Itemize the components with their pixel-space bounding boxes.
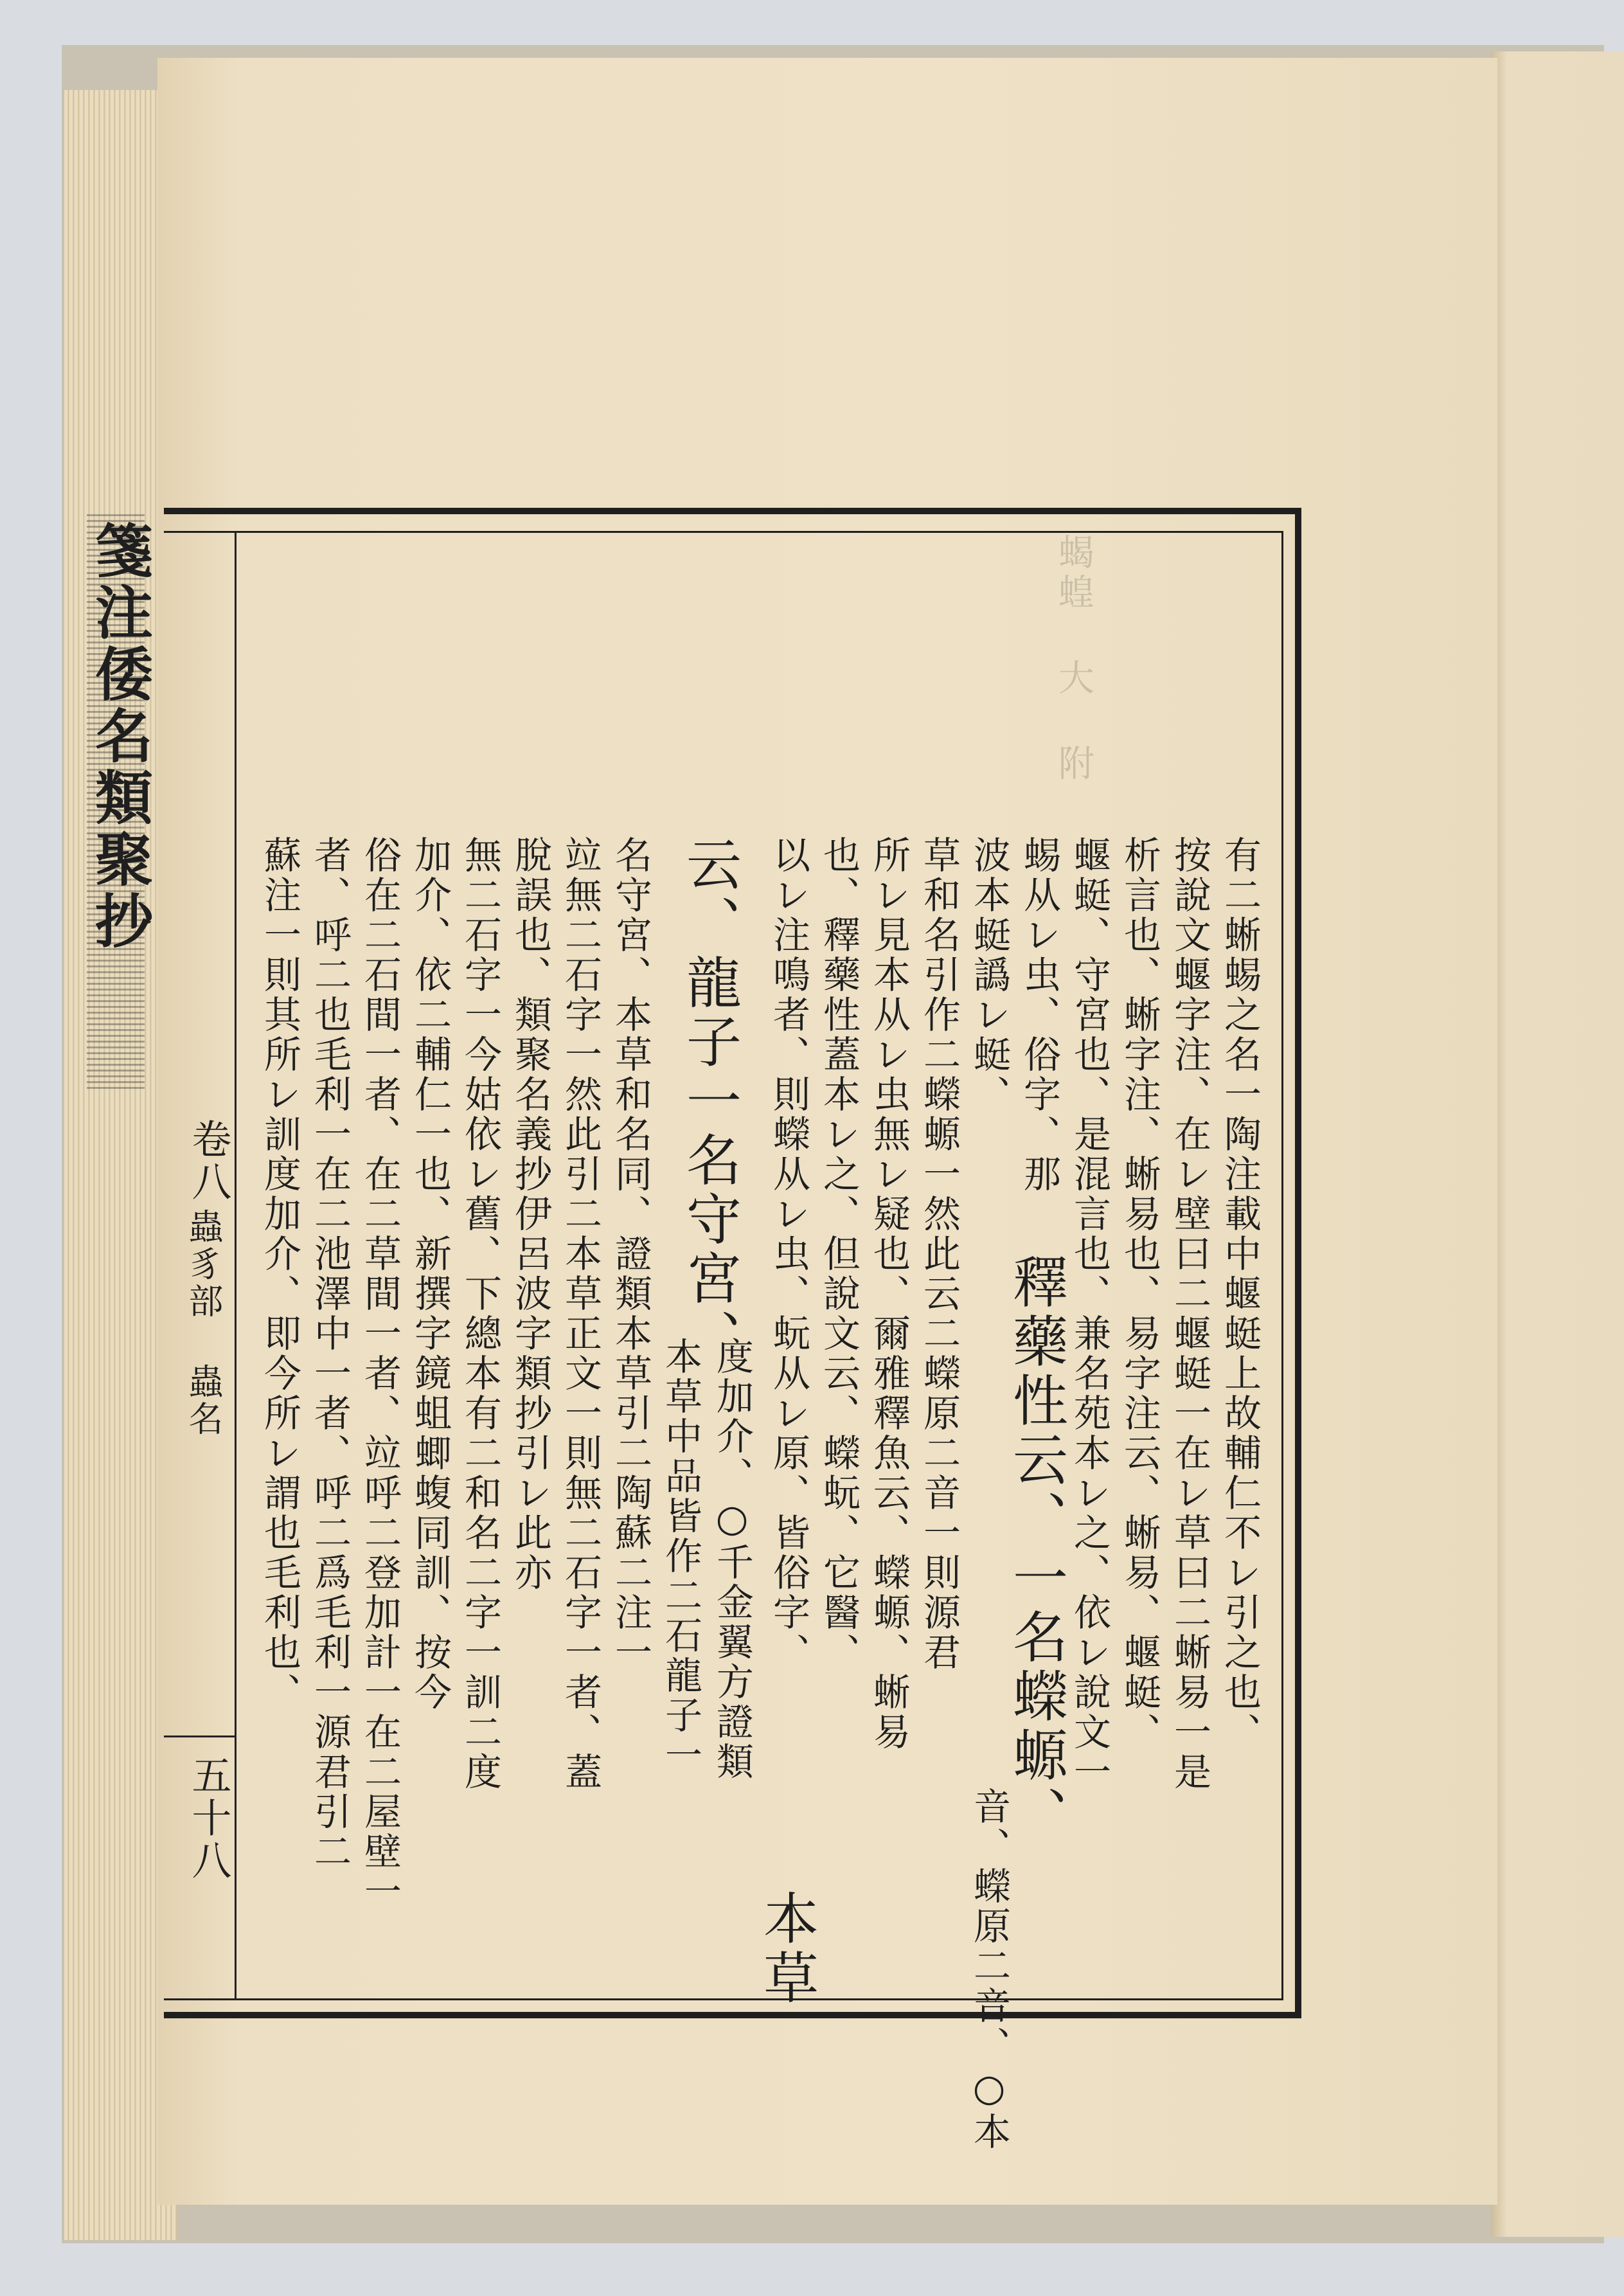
- text-column-13: 竝無二石字一然此引二本草正文一則無二石字一者、蓋: [558, 836, 602, 1792]
- text-column-8: 所レ見本从レ虫無レ疑也、爾雅釋魚云、蠑螈、蜥易: [867, 836, 911, 1752]
- text-column-9: 也、釋藥性蓋本レ之、但說文云、蠑蚖、它醫、: [817, 836, 861, 1673]
- text-column-5-tail: 音、蠑原二音、○本: [967, 1787, 1011, 2152]
- text-column-17: 俗在二石間一者、在二草間一者、竝呼二登加計一在二屋壁一: [358, 836, 402, 1912]
- text-column-6: 波本蜓譌レ蜓、: [967, 836, 1011, 1115]
- text-column-18: 者、呼二也毛利一在二池澤中一者、呼二爲毛利一源君引二: [308, 836, 352, 1872]
- volume-label: 卷八: [185, 1118, 232, 1203]
- text-column-1: 有二蜥蜴之名一陶注載中蝘蜓上故輔仁不レ引之也、: [1218, 836, 1262, 1752]
- text-column-7: 草和名引作二蠑螈一然此云二蠑原二音一則源君: [917, 836, 961, 1673]
- text-column-11a: 度加介、○千金翼方證類: [710, 1337, 754, 1782]
- text-column-5: 蜴从レ虫、俗字、那: [1017, 836, 1061, 1194]
- text-column-10-large: 本草: [754, 1890, 818, 2008]
- text-column-11-large: 云、龍子一名守宮、: [677, 836, 741, 1368]
- book-title: 箋注倭名類聚抄: [85, 521, 153, 953]
- text-column-5-large: 釋藥性云、一名蠑螈、: [1003, 1253, 1067, 1845]
- text-column-19: 蘇注一則其所レ訓度加介、即今所レ謂也毛利也、: [258, 836, 301, 1712]
- text-column-10: 以レ注鳴者、則蠑从レ虫、蚖从レ原、皆俗字、: [767, 836, 810, 1673]
- text-column-16: 加介、依二輔仁一也、新撰字鏡蛆蝍蝮同訓、按今: [408, 836, 452, 1712]
- next-page-edge: [1491, 51, 1624, 2237]
- text-column-11b: 本草中品皆作二石龍子一: [659, 1337, 702, 1775]
- margin-rule-cross: [164, 1735, 235, 1737]
- text-column-2: 按說文蝘字注、在レ壁曰二蝘蜓一在レ草曰二蜥易一是: [1168, 836, 1211, 1792]
- page-number: 五十八: [185, 1755, 232, 1882]
- text-column-4: 蝘蜓、守宮也、是混言也、兼名苑本レ之、依レ說文一: [1067, 836, 1111, 1792]
- section-label: 蟲豸部 蟲名: [183, 1208, 224, 1438]
- bleed-through-text: 蝎蝗 大 附: [1053, 534, 1094, 784]
- text-column-3: 析言也、蜥字注、蜥易也、易字注云、蜥易、蝘蜓、: [1118, 836, 1161, 1752]
- text-column-15: 無二石字一今姑依レ舊、下總本有二和名二字一訓二度: [458, 836, 502, 1792]
- text-column-14: 脫誤也、類聚名義抄伊呂波字類抄引レ此亦: [508, 836, 552, 1593]
- text-column-12: 名守宮、本草和名同、證類本草引二陶蘇二注一: [609, 836, 652, 1673]
